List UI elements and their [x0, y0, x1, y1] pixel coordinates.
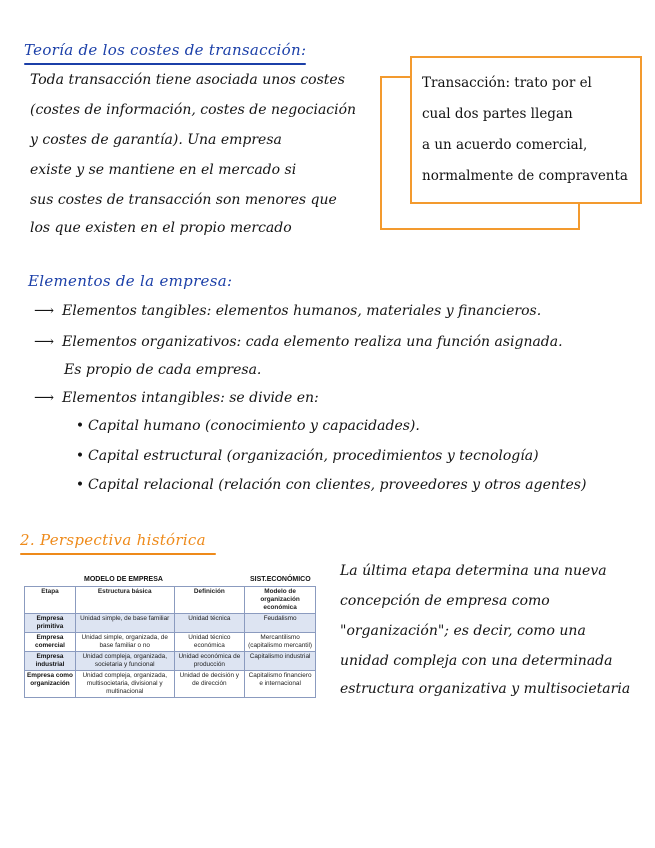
arrow-icon: ⟶	[34, 303, 55, 319]
bullet-item: • Capital humano (conocimiento y capacidades).	[72, 418, 420, 434]
table-group-header: SIST.ECONÓMICO	[250, 576, 311, 583]
note-line: unidad compleja con una determinada	[340, 653, 613, 669]
paragraph-line: existe y se mantiene en el mercado si	[30, 162, 297, 178]
table-cell: Unidad de decisión y de dirección	[174, 671, 245, 698]
note-line: "organización"; es decir, como una	[340, 623, 586, 639]
column-header: Etapa	[25, 587, 76, 614]
table-row	[25, 671, 316, 698]
table-cell: Feudalismo	[245, 614, 316, 633]
paragraph-line: sus costes de transacción son menores que	[30, 192, 337, 208]
table-cell: Empresa como organización	[25, 671, 76, 698]
title-underline	[24, 63, 306, 65]
definition-line: cual dos partes llegan	[422, 106, 573, 122]
bullet-dot-icon: •	[75, 418, 85, 434]
table-row	[25, 633, 316, 652]
arrow-icon: ⟶	[34, 390, 55, 406]
table-cell: Capitalismo industrial	[245, 652, 316, 671]
table-cell: Empresa industrial	[25, 652, 76, 671]
table-group-header: MODELO DE EMPRESA	[84, 576, 163, 583]
bullet-item: • Capital relacional (relación con clientes, proveedores y otros agentes)	[72, 477, 586, 493]
table-cell: Empresa comercial	[25, 633, 76, 652]
table	[24, 586, 316, 698]
column-header: Estructura básica	[75, 587, 174, 614]
paragraph-line: los que existen en el propio mercado	[30, 220, 292, 236]
table-cell: Unidad compleja, organizada, multisocietaria, divisional y multinacional	[75, 671, 174, 698]
column-header: Definición	[174, 587, 245, 614]
note-line: concepción de empresa como	[340, 593, 550, 609]
section-title-historical-perspective: 2. Perspectiva histórica	[20, 531, 206, 549]
table-cell: Unidad técnica	[174, 614, 245, 633]
title-underline	[20, 553, 216, 555]
section-title-transaction-costs: Teoría de los costes de transacción:	[24, 41, 307, 59]
column-header: Modelo de organización económica	[245, 587, 316, 614]
arrow-icon: ⟶	[34, 334, 55, 350]
paragraph-line: y costes de garantía). Una empresa	[30, 132, 282, 148]
section-title-company-elements: Elementos de la empresa:	[28, 272, 233, 290]
bullet-dot-icon: •	[75, 448, 85, 464]
list-item: ⟶ Elementos organizativos: cada elemento realiza una función asignada.	[34, 334, 563, 350]
table-cell: Unidad económica de producción	[174, 652, 245, 671]
definition-line: a un acuerdo comercial,	[422, 137, 588, 153]
bullet-dot-icon: •	[75, 477, 85, 493]
definition-line: normalmente de compraventa	[422, 168, 628, 184]
note-line: La última etapa determina una nueva	[340, 563, 607, 579]
list-item: ⟶ Elementos tangibles: elementos humanos, materiales y financieros.	[34, 303, 542, 319]
table-header-row	[25, 587, 316, 614]
table-cell: Unidad compleja, organizada, societaria y funcional	[75, 652, 174, 671]
table-row	[25, 614, 316, 633]
bullet-item: • Capital estructural (organización, procedimientos y tecnología)	[72, 448, 539, 464]
paragraph-line: Toda transacción tiene asociada unos costes	[30, 72, 345, 88]
definition-box	[410, 56, 642, 204]
note-line: estructura organizativa y multisocietaria	[340, 681, 631, 697]
table-cell: Empresa primitiva	[25, 614, 76, 633]
table-row	[25, 652, 316, 671]
definition-line: Transacción: trato por el	[422, 75, 592, 91]
table-cell: Unidad simple, organizada, de base familiar o no	[75, 633, 174, 652]
company-model-table	[24, 574, 314, 698]
paragraph-line: (costes de información, costes de negociación	[30, 102, 357, 118]
list-item: ⟶ Elementos intangibles: se divide en:	[34, 390, 319, 406]
table-cell: Unidad simple, de base familiar	[75, 614, 174, 633]
list-item-continuation: Es propio de cada empresa.	[64, 362, 262, 378]
table-cell: Capitalismo financiero e internacional	[245, 671, 316, 698]
table-cell: Unidad técnico económica	[174, 633, 245, 652]
table-cell: Mercantilismo (capitalismo mercantil)	[245, 633, 316, 652]
